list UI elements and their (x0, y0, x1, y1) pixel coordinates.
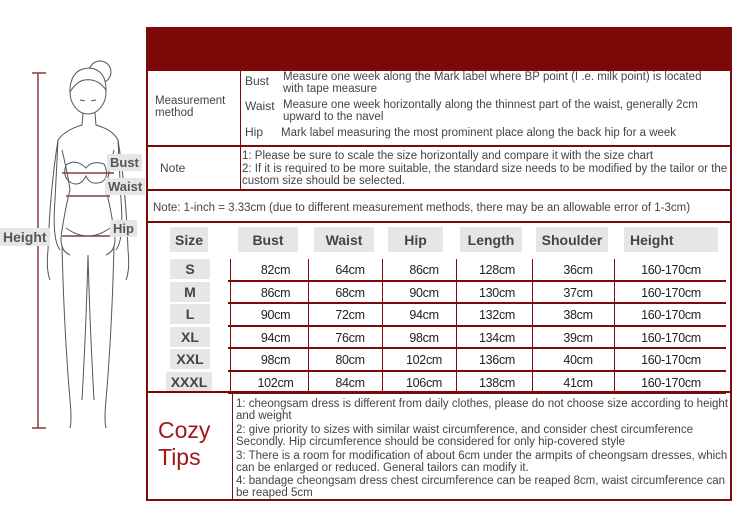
table-cell-bust: 102cm (257, 375, 294, 390)
waist-key: Waist (245, 99, 275, 113)
table-header-size: Size (170, 227, 208, 252)
table-header-hip: Hip (388, 227, 443, 252)
table-cell-shoulder: 40cm (563, 353, 593, 367)
size-chart (146, 27, 732, 501)
tip-2: 2: give priority to sizes with similar waist circumference, and consider chest circumference Secondly. Hip circumference should be considered for only hip-covered style (236, 424, 693, 448)
table-cell-size: XL (170, 327, 210, 347)
female-silhouette-icon (0, 0, 148, 530)
divider (240, 69, 241, 145)
divider (148, 145, 730, 147)
divider (148, 221, 730, 223)
table-cell-length: 134cm (478, 330, 516, 345)
divider (232, 391, 233, 501)
column-divider (456, 259, 457, 394)
hip-key: Hip (245, 125, 264, 139)
table-cell-bust: 86cm (260, 285, 291, 300)
table-cell-height: 160-170cm (641, 308, 701, 322)
table-header-bust: Bust (238, 227, 298, 252)
table-cell-size: M (170, 282, 210, 302)
table-cell-waist: 72cm (335, 308, 365, 322)
table-cell-bust: 82cm (260, 263, 291, 277)
table-header-waist: Waist (314, 227, 374, 252)
height-label: Height (0, 228, 50, 246)
table-cell-size: XXXL (166, 372, 212, 392)
row-divider (228, 280, 726, 282)
tip-4: 4: bandage cheongsam dress chest circumference can be reaped 8cm, waist circumference can be reaped 5cm (236, 475, 726, 499)
body-figure-illustration (0, 0, 148, 530)
table-cell-waist: 80cm (335, 353, 365, 367)
cozy-tips-title-line1: Cozy (158, 417, 211, 443)
row-divider (228, 370, 726, 372)
table-header-height: Height (624, 227, 718, 252)
table-cell-bust: 98cm (260, 353, 291, 367)
table-cell-height: 160-170cm (641, 375, 701, 390)
bust-key: Bust (245, 74, 270, 88)
table-cell-height: 160-170cm (641, 263, 701, 277)
table-cell-shoulder: 37cm (563, 285, 593, 300)
header-banner (148, 29, 730, 69)
bust-method-text: Measure one week along the Mark label where BP point (I .e. milk point) is located with tape measure (283, 71, 702, 95)
table-cell-shoulder: 36cm (563, 263, 593, 277)
table-cell-waist: 84cm (335, 375, 365, 390)
waist-method-text: Measure one week horizontally along the thinnest part of the waist, generally 2cm upward to the navel (283, 99, 698, 123)
table-cell-shoulder: 39cm (563, 330, 593, 345)
table-cell-hip: 106cm (405, 375, 443, 390)
waist-label: Waist (105, 178, 145, 195)
divider (148, 189, 730, 191)
table-cell-waist: 68cm (335, 285, 365, 300)
table-cell-waist: 76cm (335, 330, 365, 345)
divider (240, 145, 241, 189)
hip-method-text: Mark label measuring the most prominent place along the back hip for a week (281, 127, 677, 139)
table-cell-length: 138cm (478, 375, 516, 390)
table-cell-bust: 94cm (260, 330, 291, 345)
cozy-tips-title (158, 417, 210, 471)
column-divider (382, 259, 383, 394)
note-line-1: 1: Please be sure to scale the size horizontally and compare it with the size chart (242, 150, 654, 162)
column-divider (308, 259, 309, 394)
table-cell-height: 160-170cm (641, 285, 701, 300)
hip-label: Hip (110, 220, 137, 237)
table-cell-hip: 90cm (409, 285, 439, 300)
table-cell-length: 136cm (478, 353, 516, 367)
table-cell-length: 132cm (478, 308, 516, 322)
table-cell-size: S (170, 259, 210, 279)
measurement-method-title: Measurement method (155, 95, 226, 119)
table-cell-hip: 86cm (409, 263, 439, 277)
table-cell-height: 160-170cm (641, 330, 701, 345)
table-cell-hip: 94cm (409, 308, 439, 322)
table-cell-length: 130cm (478, 285, 516, 300)
table-cell-hip: 102cm (405, 353, 443, 367)
bust-label: Bust (107, 154, 142, 171)
table-cell-hip: 98cm (409, 330, 439, 345)
inch-note: Note: 1-inch = 3.33cm (due to different measurement methods, there may be an allowable error of 1-3cm) (153, 202, 691, 214)
table-cell-length: 128cm (478, 263, 516, 277)
table-cell-size: XXL (170, 349, 210, 369)
tip-3: 3: There is a room for modification of about 6cm under the armpits of cheongsam dresses, which can be enlarged or reduced. General tailors can modify it. (236, 450, 728, 474)
note-line-2: 2: If it is required to be more suitable, the standard size needs to be modified by the tailor or the custom size should be selected. (242, 163, 728, 187)
tip-1: 1: cheongsam dress is different from daily clothes, please do not choose size according to height and weight (236, 398, 729, 422)
row-divider (228, 302, 726, 304)
table-header-length: Length (460, 227, 522, 252)
column-divider (230, 259, 231, 394)
table-cell-bust: 90cm (260, 308, 291, 322)
row-divider (228, 347, 726, 349)
table-cell-shoulder: 38cm (563, 308, 593, 322)
column-divider (614, 259, 615, 394)
divider (148, 391, 730, 393)
table-cell-size: L (170, 304, 210, 324)
table-cell-height: 160-170cm (641, 353, 701, 367)
row-divider (228, 325, 726, 327)
table-cell-waist: 64cm (335, 263, 365, 277)
note-title: Note (160, 161, 186, 175)
table-cell-shoulder: 41cm (563, 375, 593, 390)
column-divider (532, 259, 533, 394)
cozy-tips-title-line2: Tips (158, 444, 201, 470)
table-header-shoulder: Shoulder (536, 227, 608, 252)
